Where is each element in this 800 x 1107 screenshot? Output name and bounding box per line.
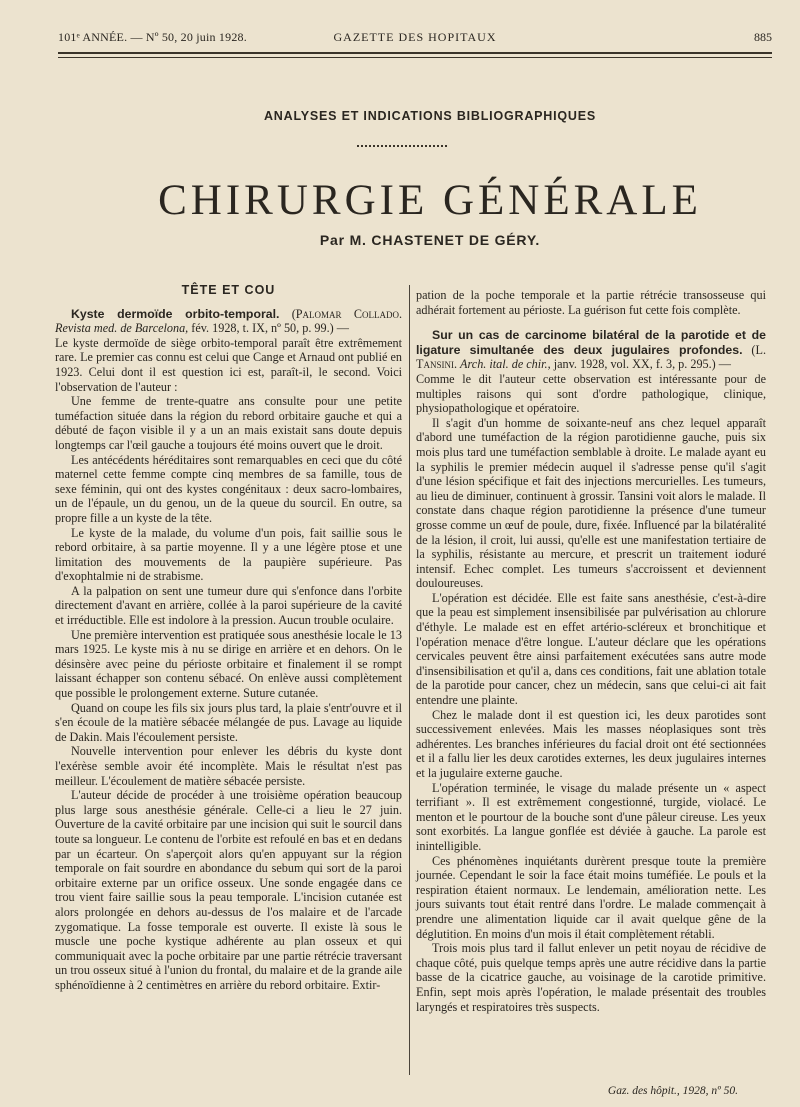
header-rule-thin bbox=[58, 57, 772, 58]
paragraph: Nouvelle intervention pour enlever les débris du kyste dont l'exérèse semble avoir été incomplète. Mais le résultat n'est pas meilleur. L'écoulement de matière sébacée persiste. bbox=[55, 744, 402, 788]
paragraph: L'auteur décide de procéder à une troisième opération beaucoup plus large sous anesthésie générale. Celle-ci a lieu le 27 juin. Ouverture de la cavité orbitaire par une incision qui suit le sourcil dans toute sa longueur. Le contenu de l'orbite est refoulé en bas et en dedans par un écarteur. On s'aperçoit alors qu'en appuyant sur la région temporale on fait sourdre en abondance du sebum qui sort de la paroi orbitaire externe par un orifice osseux. Une sonde engagée dans ce trou vient faire saillie sous la peau temporale. L'incision cutanée est alors prolongée en dehors au-dessus de l'os malaire et de l'arcade zygomatique. La fosse temporale est ouverte. Il existe là sous le muscle une poche kystique adhérente au plan osseux et qui communiquait avec la poche orbitaire par une partie rétrécie traversant un trou osseux situé à l'union du frontal, du malaire et de la grande aile sphénoïdienne à 2 centimètres en arrière du rebord orbitaire. Extir- bbox=[55, 788, 402, 992]
article-title: Kyste dermoïde orbito-temporal. bbox=[71, 306, 280, 321]
paragraph: Chez le malade dont il est question ici, les deux parotides sont successivement enlevées. Mais les masses néoplasiques sont très adhérentes. Les branches inférieures du facial droit ont été sectionnées et il a fallu lier les deux carotides externes, les deux jugulaires internes et la jugulaire externe gauche. bbox=[416, 707, 766, 780]
right-column bbox=[416, 288, 766, 1014]
paragraph: Ces phénomènes inquiétants durèrent presque toute la première journée. Cependant le soir la face était moins tuméfiée. Le pouls et la respiration étaient normaux. Le lendemain, amélioration nette. Les jours suivants tout était rentré dans l'ordre. Le malade commençait à prendre une alimentation liquide car il avait quelque gêne de la déglutition. En moins d'un mois il était complètement rétabli. bbox=[416, 853, 766, 941]
paragraph: Le kyste dermoïde de siège orbito-temporal paraît être extrêmement rare. Le premier cas connu est celui que Cange et Arnaud ont publié en 1923. Celui dont il est question ici est, paraît-il, le second. Voici l'observation de l'auteur : bbox=[55, 335, 402, 394]
header-rule bbox=[58, 52, 772, 54]
article-title: Sur un cas de carcinome bilatéral de la parotide et de ligature simultanée des deux jugulaires profondes. bbox=[416, 328, 766, 357]
paragraph: Le kyste de la malade, du volume d'un pois, fait saillie sous le rebord orbitaire, à sa partie moyenne. Il y a une légère ptose et une limitation des mouvements de la paupière supérieure. Pas d'exophtalmie ni de strabisme. bbox=[55, 525, 402, 584]
page-number: 885 bbox=[754, 30, 772, 44]
paragraph: Comme le dit l'auteur cette observation est intéressante pour de multiples raisons qui sont d'ordre pathologique, clinique, physiopathologique et opératoire. bbox=[416, 371, 766, 416]
journal-name: GAZETTE DES HOPITAUX bbox=[333, 30, 497, 44]
citation-journal: Arch. ital. de chir., bbox=[460, 357, 551, 372]
subsection-heading: TÊTE ET COU bbox=[181, 283, 276, 297]
section-title: ANALYSES ET INDICATIONS BIBLIOGRAPHIQUES bbox=[263, 109, 597, 123]
paragraph: L'opération est décidée. Elle est faite sans anesthésie, c'est-à-dire que la peau est simplement insensibilisée par pulvérisation au chlorure d'éthyle. Le malade est en effet artério-scléreux et bronchitique et l'opération menace d'être longue. L'auteur déclare que les opérations cervicales peuvent être ainsi parfaitement exécutées sans autre mode d'insensibilisation et qu'il a, dans ces conditions, fait une ablation totale de la parotide pour cancer, chez un médecin, sans que celui-ci ait fait entendre une plainte. bbox=[416, 590, 766, 708]
paragraph: Quand on coupe les fils six jours plus tard, la plaie s'entr'ouvre et il s'en écoule de la matière sébacée mélangée de pus. Lavage au liquide de Dakin. Mais l'écoulement persiste. bbox=[55, 700, 402, 744]
paragraph: Trois mois plus tard il fallut enlever un petit noyau de récidive de chaque côté, puis quelque temps après une autre récidive dans la partie basse de la cicatrice gauche, au voisinage de la carotide primitive. Enfin, sept mois après l'opération, le malade présentait des troubles laryngés et respiratoires très suspects. bbox=[416, 941, 766, 1014]
paragraph: Il s'agit d'un homme de soixante-neuf ans chez lequel apparaît d'abord une tuméfaction de la région parotidienne gauche, puis six mois plus tard une tuméfaction semblable à droite. Le malade ayant eu la syphilis le premier médecin auquel il s'adresse pense qu'il s'agit d'une lésion spécifique et fait des injections mercurielles. Les tumeurs, au lieu de diminuer, continuent à grossir. Tansini voit alors le malade. Il constate dans chaque région parotidienne la présence d'une tumeur grosse comme un œuf de poule, dure, fixée. Influencé par la bilatéralité de la lésion, il croit, lui aussi, qu'elle est une manifestation tertiaire de la syphilis, résistante au mercure, et prescrit un traitement ioduré intensif. Echec complet. Les tumeurs s'accroissent et deviennent douloureuses. bbox=[416, 415, 766, 591]
issue-info: 101ᵉ ANNÉE. — Nº 50, 20 juin 1928. bbox=[58, 30, 247, 44]
paragraph: A la palpation on sent une tumeur dure qui s'enfonce dans l'orbite directement d'avant en arrière, collée à la paroi supérieure de la cavité et irréductible. Elle est indolore à la pression. Aucun trouble oculaire. bbox=[55, 583, 402, 628]
paragraph-continuation: pation de la poche temporale et la partie rétrécie transosseuse qui adhérait fortement au périoste. La guérison fut cette fois complète. bbox=[416, 288, 766, 317]
spacer bbox=[416, 317, 766, 328]
paragraph: Une femme de trente-quatre ans consulte pour une petite tuméfaction située dans la région du rebord orbitaire gauche et qui a débuté de façon visible il y a un an mais existait sans doute depuis longtemps car l'œil gauche a toujours été moins ouvert que le droit. bbox=[55, 394, 402, 452]
citation-details: fév. 1928, t. IX, nº 50, p. 99.) — bbox=[188, 321, 349, 336]
citation-author: (Palomar Collado. bbox=[279, 306, 402, 321]
column-divider bbox=[409, 285, 410, 1075]
author-line: Par M. CHASTENET DE GÉRY. bbox=[319, 232, 541, 248]
citation-journal: Revista med. de Barcelona, bbox=[55, 321, 189, 336]
left-column bbox=[55, 283, 402, 993]
source-footer: Gaz. des hôpit., 1928, nº 50. bbox=[607, 1085, 738, 1097]
ornament-divider bbox=[357, 139, 447, 147]
paragraph: Les antécédents héréditaires sont remarquables en ceci que du côté maternel cette femme compte cinq membres de sa famille, tous de sexe féminin, qui ont des kystes congénitaux : deux sacro-lombaires, un de l'épaule, un du genou, un de la queue du sourcil. En outre, sa propre fille a un kyste de la tête. bbox=[55, 452, 402, 525]
running-head bbox=[58, 30, 772, 50]
article-citation bbox=[416, 328, 766, 372]
article-citation bbox=[55, 307, 402, 336]
citation-details: janv. 1928, vol. XX, f. 3, p. 295.) — bbox=[550, 357, 731, 372]
paragraph: Une première intervention est pratiquée sous anesthésie locale le 13 mars 1925. Le kyste mis à nu se dirige en arrière et en dehors. On le désinsère avec peine du périoste orbitaire et finalement il se rompt laissant échapper son contenu sébacé. On enlève aussi complètement que possible le prolongement externe. Suture cutanée. bbox=[55, 627, 402, 701]
paragraph: L'opération terminée, le visage du malade présente un « aspect terrifiant ». Il est extrêmement congestionné, turgide, violacé. Le menton et le pourtour de la bouche sont d'une pâleur cireuse. Les yeux sont exorbités. La langue gonflée est déviée à gauche. La parole est inintelligible. bbox=[416, 780, 766, 853]
main-title: CHIRURGIE GÉNÉRALE bbox=[158, 177, 702, 224]
citation-author: (L. Tansini. bbox=[416, 342, 766, 372]
